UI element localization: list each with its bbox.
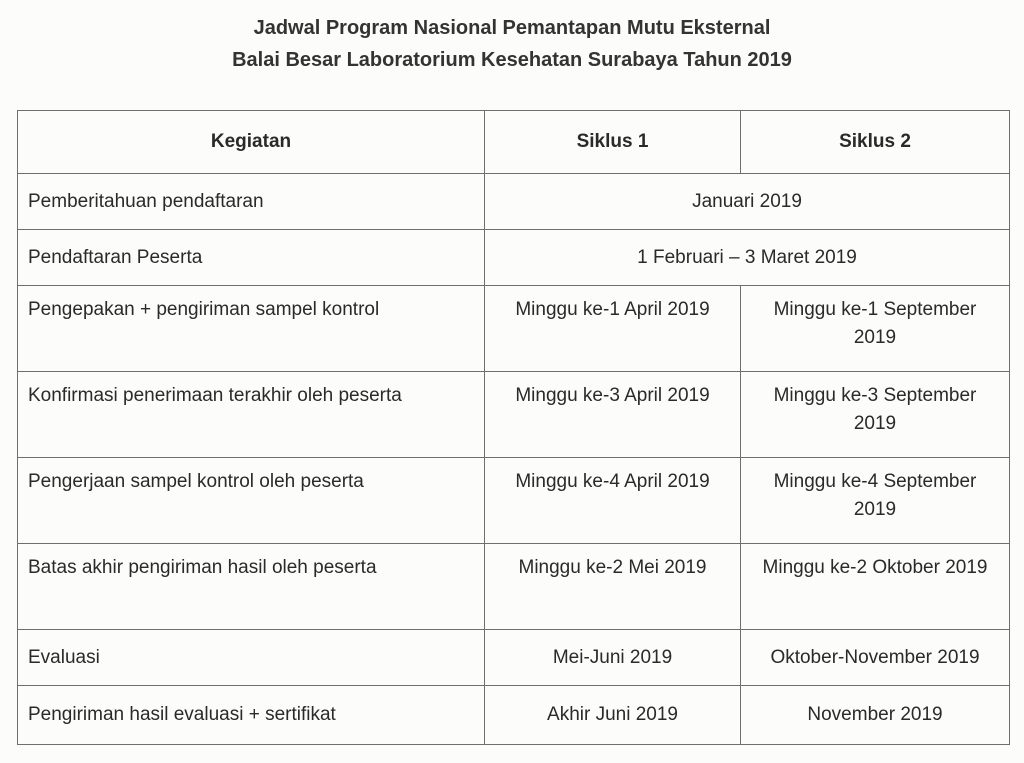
table-row — [18, 630, 1010, 686]
combined-schedule-cell: Januari 2019 — [485, 174, 1010, 230]
siklus-1-cell: Minggu ke-3 April 2019 — [485, 372, 741, 458]
table-row — [18, 174, 1010, 230]
table-row — [18, 372, 1010, 458]
activity-cell: Pengerjaan sampel kontrol oleh peserta — [18, 458, 485, 544]
activity-cell: Pengepakan + pengiriman sampel kontrol — [18, 286, 485, 372]
activity-cell: Konfirmasi penerimaan terakhir oleh peserta — [18, 372, 485, 458]
siklus-1-cell: Minggu ke-2 Mei 2019 — [485, 544, 741, 630]
activity-cell: Pengiriman hasil evaluasi + sertifikat — [18, 686, 485, 745]
table-header-row — [18, 111, 1010, 174]
schedule-table — [17, 110, 1010, 745]
table-row — [18, 230, 1010, 286]
activity-cell: Pemberitahuan pendaftaran — [18, 174, 485, 230]
table-row — [18, 286, 1010, 372]
siklus-1-cell: Akhir Juni 2019 — [485, 686, 741, 745]
table-row — [18, 544, 1010, 630]
siklus-2-cell: Minggu ke-4 September 2019 — [741, 458, 1010, 544]
title-line-1: Jadwal Program Nasional Pemantapan Mutu Eksternal — [253, 17, 771, 39]
siklus-1-cell: Minggu ke-4 April 2019 — [485, 458, 741, 544]
header-siklus-2: Siklus 2 — [741, 111, 1010, 174]
activity-cell: Pendaftaran Peserta — [18, 230, 485, 286]
siklus-2-cell: Minggu ke-2 Oktober 2019 — [741, 544, 1010, 630]
combined-schedule-cell: 1 Februari – 3 Maret 2019 — [485, 230, 1010, 286]
table-row — [18, 686, 1010, 745]
table-row — [18, 458, 1010, 544]
siklus-1-cell: Minggu ke-1 April 2019 — [485, 286, 741, 372]
page-title — [0, 12, 1024, 76]
header-kegiatan: Kegiatan — [18, 111, 485, 174]
siklus-2-cell: November 2019 — [741, 686, 1010, 745]
activity-cell: Batas akhir pengiriman hasil oleh peserta — [18, 544, 485, 630]
siklus-2-cell: Minggu ke-1 September 2019 — [741, 286, 1010, 372]
title-line-2: Balai Besar Laboratorium Kesehatan Surabaya Tahun 2019 — [232, 49, 792, 71]
siklus-2-cell: Oktober-November 2019 — [741, 630, 1010, 686]
siklus-2-cell: Minggu ke-3 September 2019 — [741, 372, 1010, 458]
header-siklus-1: Siklus 1 — [485, 111, 741, 174]
siklus-1-cell: Mei-Juni 2019 — [485, 630, 741, 686]
activity-cell: Evaluasi — [18, 630, 485, 686]
